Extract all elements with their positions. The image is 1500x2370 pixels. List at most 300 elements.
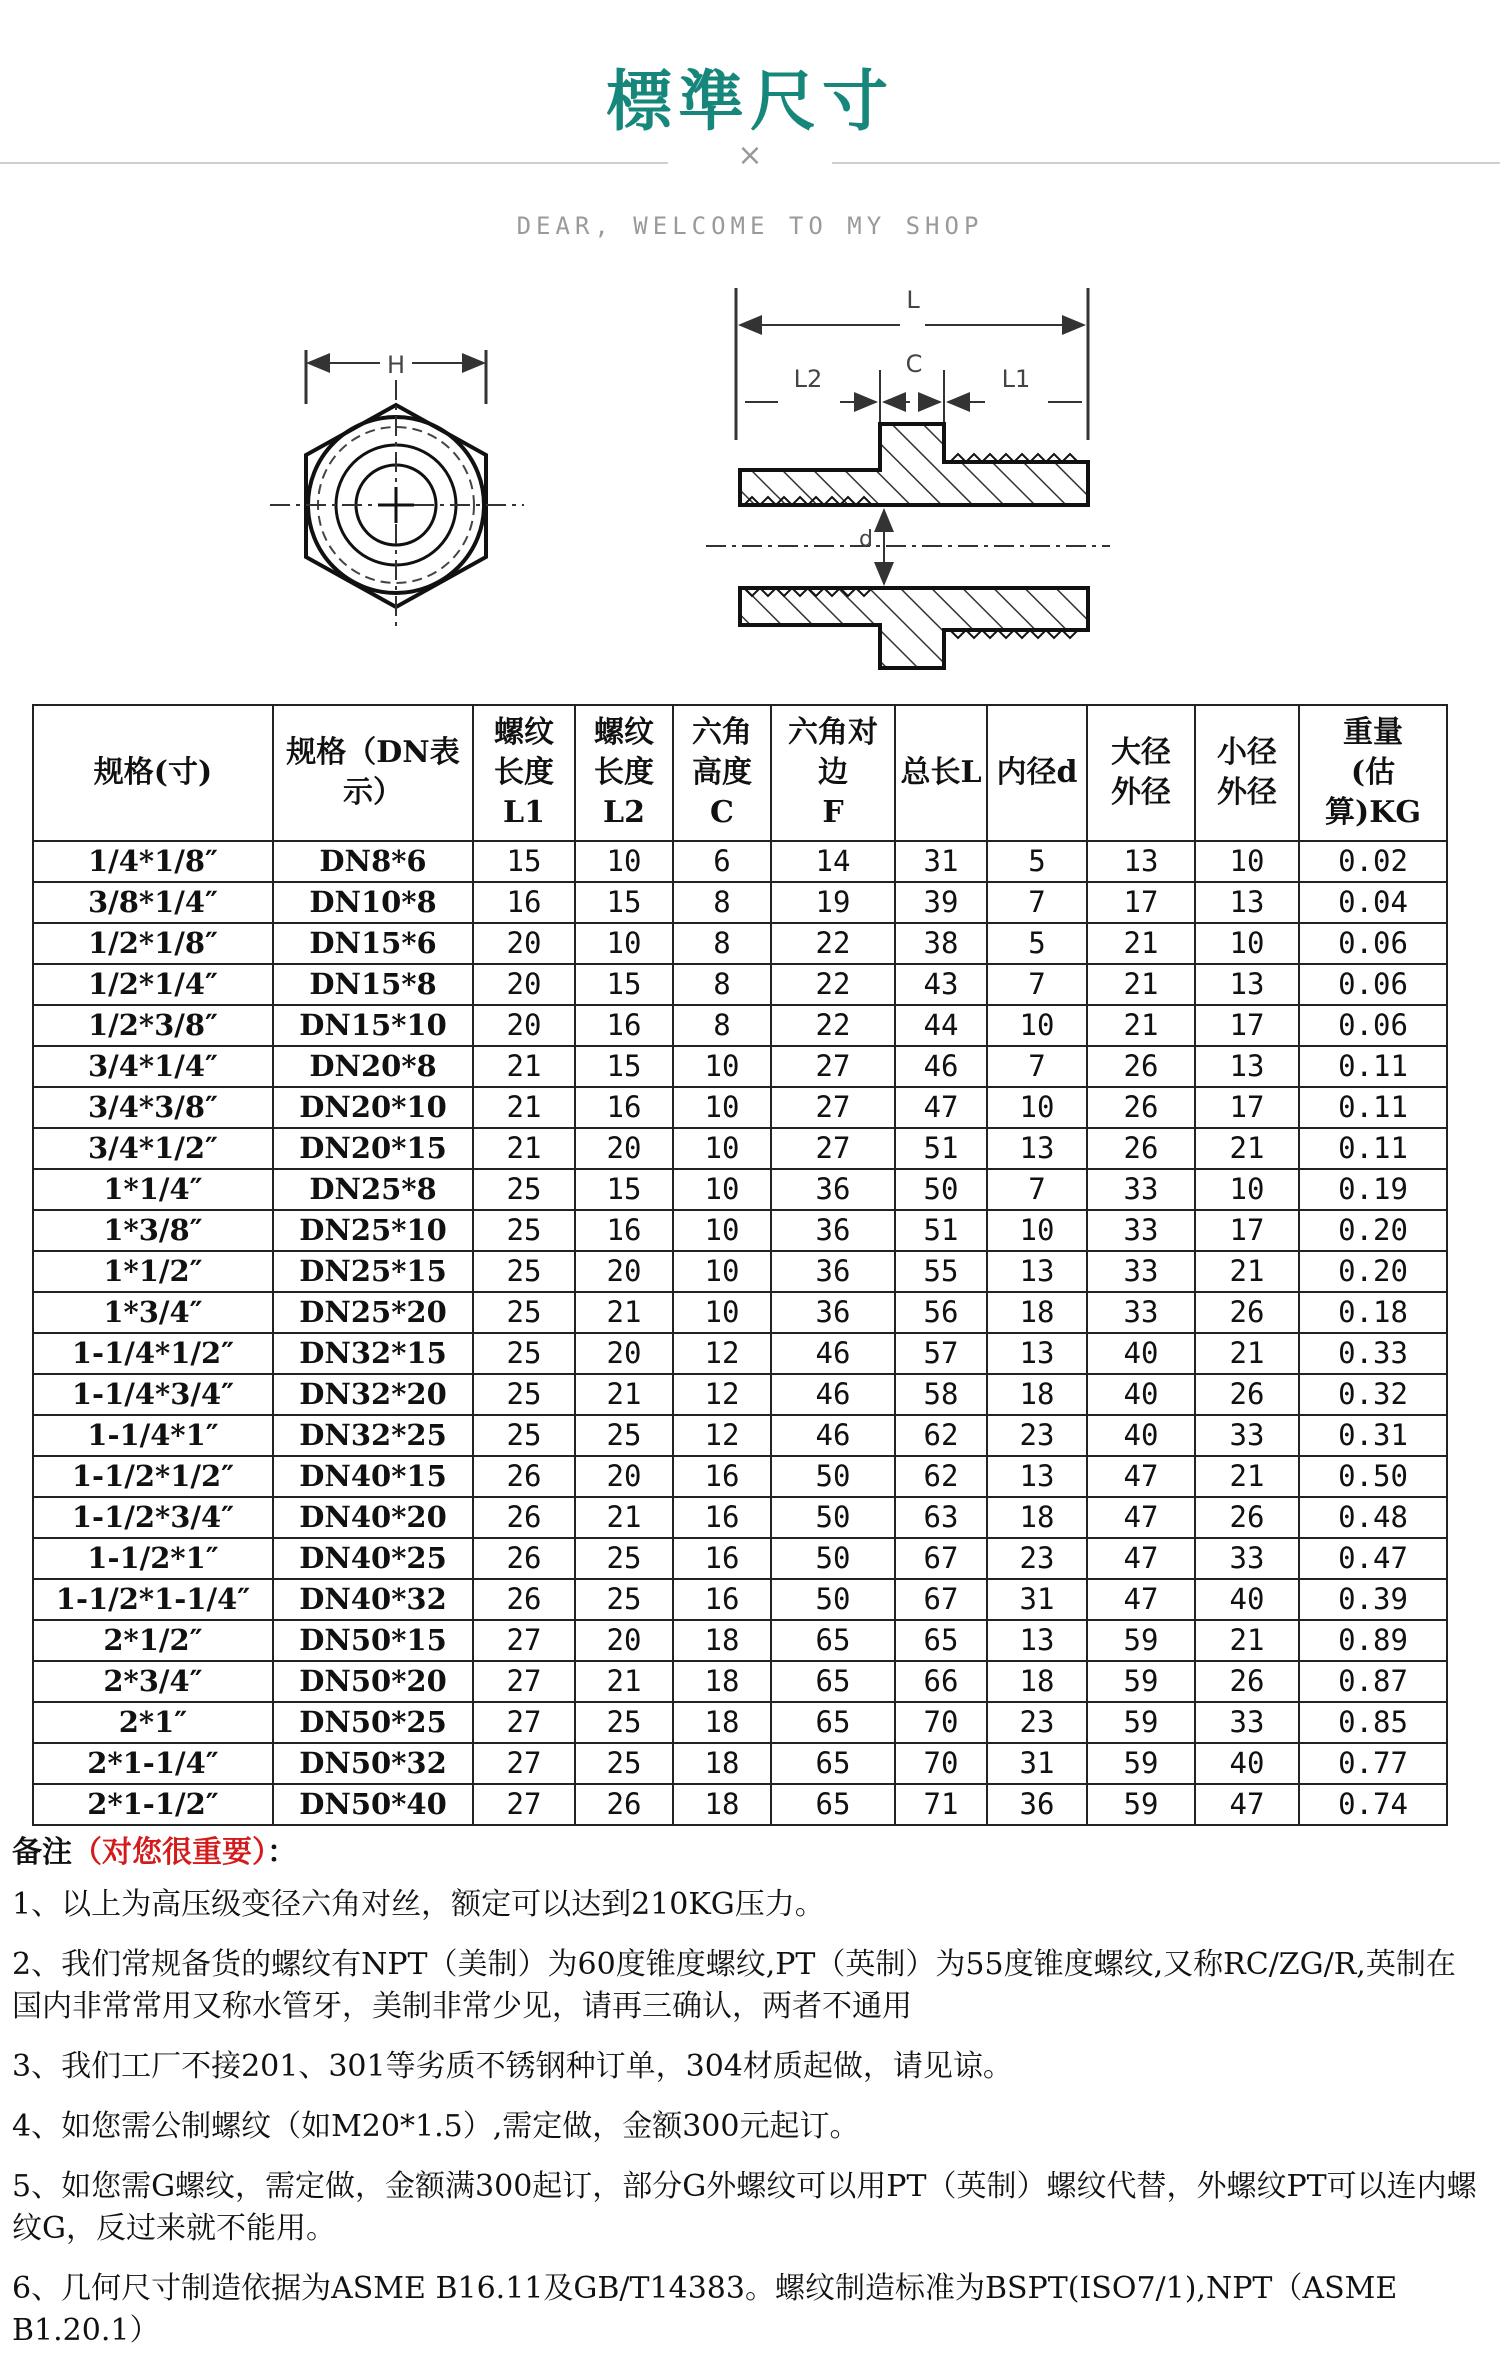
table-cell: 8 (673, 923, 771, 964)
table-cell: 33 (1087, 1210, 1195, 1251)
note-item: 2、我们常规备货的螺纹有NPT（美制）为60度锥度螺纹,PT（英制）为55度锥度螺纹,又称RC/ZG/R,英制在国内非常常用又称水管牙，美制非常少见，请再三确认，两者不通用 (12, 1947, 1456, 2024)
table-cell: 25 (575, 1702, 673, 1743)
table-cell: 21 (473, 1087, 575, 1128)
column-header (575, 705, 673, 841)
table-header-row (33, 705, 1447, 841)
table-cell: 1*3/4″ (33, 1292, 273, 1333)
column-header-line: 长度 (594, 755, 654, 790)
table-cell: 16 (673, 1497, 771, 1538)
table-cell: 22 (771, 1005, 895, 1046)
table-cell: 10 (673, 1210, 771, 1251)
column-header-line: L2 (603, 795, 645, 830)
table-cell: 0.18 (1299, 1292, 1447, 1333)
label-d: d (859, 527, 873, 552)
table-cell: 59 (1087, 1784, 1195, 1825)
table-cell: DN40*15 (273, 1456, 473, 1497)
table-cell: 26 (1195, 1497, 1299, 1538)
table-cell: 6 (673, 841, 771, 882)
table-cell: 36 (771, 1210, 895, 1251)
table-cell: 47 (895, 1087, 987, 1128)
table-cell: 56 (895, 1292, 987, 1333)
table-cell: 20 (473, 923, 575, 964)
table-cell: 27 (473, 1784, 575, 1825)
table-cell: 14 (771, 841, 895, 882)
table-cell: 1*1/2″ (33, 1251, 273, 1292)
table-cell: 26 (1087, 1046, 1195, 1087)
table-cell: 18 (987, 1374, 1087, 1415)
table-cell: DN32*20 (273, 1374, 473, 1415)
table-cell: 21 (1087, 964, 1195, 1005)
table-cell: 13 (987, 1620, 1087, 1661)
table-cell: 8 (673, 882, 771, 923)
table-row (33, 1251, 1447, 1292)
note-item: 4、如您需公制螺纹（如M20*1.5）,需定做，金额300元起订。 (12, 2109, 860, 2144)
table-row (33, 1169, 1447, 1210)
table-cell: 58 (895, 1374, 987, 1415)
table-cell: 12 (673, 1333, 771, 1374)
notes-heading-suffix: ： (267, 1835, 297, 1870)
table-cell: 47 (1087, 1456, 1195, 1497)
table-cell: 0.02 (1299, 841, 1447, 882)
table-cell: 0.85 (1299, 1702, 1447, 1743)
table-cell: 0.32 (1299, 1374, 1447, 1415)
table-cell: DN50*40 (273, 1784, 473, 1825)
table-cell: DN20*10 (273, 1087, 473, 1128)
table-row (33, 1128, 1447, 1169)
table-cell: 2*3/4″ (33, 1661, 273, 1702)
table-cell: 25 (575, 1415, 673, 1456)
table-cell: 43 (895, 964, 987, 1005)
table-cell: 33 (1195, 1538, 1299, 1579)
table-cell: 10 (673, 1292, 771, 1333)
table-cell: 1-1/4*3/4″ (33, 1374, 273, 1415)
table-cell: 51 (895, 1210, 987, 1251)
table-cell: 10 (673, 1128, 771, 1169)
note-item: 1、以上为高压级变径六角对丝，额定可以达到210KG压力。 (12, 1887, 825, 1922)
table-cell: 65 (771, 1743, 895, 1784)
table-cell: 44 (895, 1005, 987, 1046)
table-row (33, 1620, 1447, 1661)
table-cell: 20 (575, 1251, 673, 1292)
table-cell: 36 (771, 1169, 895, 1210)
table-cell: 46 (895, 1046, 987, 1087)
table-cell: 39 (895, 882, 987, 923)
table-cell: 1-1/2*1/2″ (33, 1456, 273, 1497)
hex-end-view (270, 350, 524, 630)
table-cell: 7 (987, 964, 1087, 1005)
table-cell: 26 (473, 1538, 575, 1579)
table-cell: DN25*8 (273, 1169, 473, 1210)
table-cell: 18 (987, 1292, 1087, 1333)
column-header (1195, 705, 1299, 841)
notes-list (12, 1884, 1482, 2352)
column-header-line: 六角对 (788, 715, 878, 750)
column-header-line: 小径 (1217, 735, 1277, 770)
table-row (33, 1702, 1447, 1743)
table-cell: DN50*32 (273, 1743, 473, 1784)
table-cell: 27 (473, 1620, 575, 1661)
column-header (273, 705, 473, 841)
table-cell: 0.06 (1299, 1005, 1447, 1046)
table-cell: 2*1-1/2″ (33, 1784, 273, 1825)
column-header-line: 长度 (494, 755, 554, 790)
table-cell: 16 (575, 1087, 673, 1128)
table-cell: DN40*25 (273, 1538, 473, 1579)
table-cell: 10 (673, 1046, 771, 1087)
table-cell: 1-1/2*1″ (33, 1538, 273, 1579)
table-cell: 31 (987, 1579, 1087, 1620)
table-cell: 1-1/2*3/4″ (33, 1497, 273, 1538)
table-cell: DN15*10 (273, 1005, 473, 1046)
table-cell: 26 (1195, 1292, 1299, 1333)
table-row (33, 923, 1447, 964)
column-header-line: 螺纹 (494, 715, 554, 750)
table-cell: DN40*32 (273, 1579, 473, 1620)
table-cell: 26 (1195, 1661, 1299, 1702)
table-cell: 20 (575, 1620, 673, 1661)
table-cell: 2*1″ (33, 1702, 273, 1743)
table-cell: 7 (987, 882, 1087, 923)
table-cell: 0.48 (1299, 1497, 1447, 1538)
table-cell: 17 (1087, 882, 1195, 923)
column-header-line: 重量 (1343, 715, 1403, 750)
table-cell: 65 (771, 1702, 895, 1743)
table-cell: 16 (473, 882, 575, 923)
column-header-line: 边 (818, 755, 848, 790)
table-cell: 33 (1087, 1292, 1195, 1333)
notes-heading (12, 1832, 1482, 1874)
column-header-line: 总长L (900, 755, 982, 790)
table-cell: 3/4*1/4″ (33, 1046, 273, 1087)
table-cell: 0.89 (1299, 1620, 1447, 1661)
table-row (33, 1087, 1447, 1128)
column-header-line: 外径 (1111, 775, 1171, 810)
table-cell: DN10*8 (273, 882, 473, 923)
column-header-line: L1 (503, 795, 545, 830)
table-cell: 1/2*1/8″ (33, 923, 273, 964)
table-cell: 22 (771, 923, 895, 964)
column-header-line: 规格（DN表 (286, 735, 460, 770)
table-cell: 26 (473, 1497, 575, 1538)
table-row (33, 1292, 1447, 1333)
table-row (33, 1456, 1447, 1497)
table-cell: 0.39 (1299, 1579, 1447, 1620)
section-view (706, 286, 1110, 668)
table-row (33, 1005, 1447, 1046)
table-cell: 26 (473, 1579, 575, 1620)
table-cell: 47 (1087, 1538, 1195, 1579)
table-cell: 59 (1087, 1702, 1195, 1743)
table-cell: 0.74 (1299, 1784, 1447, 1825)
table-cell: 59 (1087, 1743, 1195, 1784)
table-cell: 40 (1087, 1415, 1195, 1456)
table-cell: 8 (673, 964, 771, 1005)
table-cell: 10 (575, 841, 673, 882)
divider-close-icon: × (737, 138, 763, 173)
table-cell: 16 (673, 1456, 771, 1497)
table-cell: 0.19 (1299, 1169, 1447, 1210)
label-l: L (906, 286, 920, 314)
table-cell: 18 (987, 1661, 1087, 1702)
table-cell: 12 (673, 1374, 771, 1415)
table-cell: 26 (575, 1784, 673, 1825)
table-cell: 18 (673, 1743, 771, 1784)
table-row (33, 1743, 1447, 1784)
table-cell: 16 (575, 1210, 673, 1251)
table-cell: 70 (895, 1702, 987, 1743)
table-body (33, 841, 1447, 1825)
table-cell: 59 (1087, 1661, 1195, 1702)
table-cell: 1-1/2*1-1/4″ (33, 1579, 273, 1620)
table-cell: 21 (575, 1497, 673, 1538)
table-cell: 66 (895, 1661, 987, 1702)
table-cell: 13 (987, 1251, 1087, 1292)
table-cell: 21 (1087, 923, 1195, 964)
table-cell: 50 (771, 1456, 895, 1497)
table-row (33, 1579, 1447, 1620)
table-cell: 21 (575, 1374, 673, 1415)
table-cell: 59 (1087, 1620, 1195, 1661)
table-cell: 40 (1087, 1374, 1195, 1415)
column-header (771, 705, 895, 841)
table-cell: 10 (673, 1169, 771, 1210)
table-row (33, 841, 1447, 882)
table-cell: 13 (987, 1128, 1087, 1169)
table-cell: 0.47 (1299, 1538, 1447, 1579)
table-cell: 13 (987, 1456, 1087, 1497)
column-header-line: 螺纹 (594, 715, 654, 750)
table-cell: 16 (673, 1538, 771, 1579)
table-cell: 38 (895, 923, 987, 964)
table-cell: 51 (895, 1128, 987, 1169)
table-cell: 10 (987, 1005, 1087, 1046)
table-cell: 13 (1087, 841, 1195, 882)
table-cell: DN50*25 (273, 1702, 473, 1743)
table-cell: DN32*15 (273, 1333, 473, 1374)
table-cell: 0.33 (1299, 1333, 1447, 1374)
table-cell: 65 (771, 1620, 895, 1661)
column-header-line: 算)KG (1325, 795, 1421, 830)
table-cell: 13 (1195, 964, 1299, 1005)
table-cell: 46 (771, 1374, 895, 1415)
table-row (33, 1784, 1447, 1825)
table-cell: DN25*20 (273, 1292, 473, 1333)
table-cell: 1/2*3/8″ (33, 1005, 273, 1046)
table-cell: 26 (1087, 1128, 1195, 1169)
table-cell: 62 (895, 1415, 987, 1456)
column-header-line: 高度 (692, 755, 752, 790)
table-cell: 2*1-1/4″ (33, 1743, 273, 1784)
table-cell: DN15*8 (273, 964, 473, 1005)
column-header (473, 705, 575, 841)
table-cell: 12 (673, 1415, 771, 1456)
table-cell: 36 (987, 1784, 1087, 1825)
column-header-line: 规格(寸) (93, 755, 213, 790)
table-cell: 19 (771, 882, 895, 923)
note-item: 6、几何尺寸制造依据为ASME B16.11及GB/T14383。螺纹制造标准为BSPT(ISO7/1),NPT（ASME B1.20.1） (12, 2271, 1398, 2348)
table-cell: 65 (895, 1620, 987, 1661)
table-row (33, 1333, 1447, 1374)
notes-heading-prefix: 备注 (12, 1835, 72, 1870)
table-cell: 40 (1195, 1579, 1299, 1620)
column-header-line: 外径 (1217, 775, 1277, 810)
column-header-line: 内径d (996, 755, 1078, 790)
table-cell: 0.06 (1299, 964, 1447, 1005)
table-cell: 55 (895, 1251, 987, 1292)
table-cell: 25 (473, 1374, 575, 1415)
table-cell: 25 (473, 1333, 575, 1374)
table-cell: 27 (771, 1046, 895, 1087)
label-h: H (386, 351, 406, 379)
table-cell: 0.50 (1299, 1456, 1447, 1497)
table-cell: 33 (1195, 1702, 1299, 1743)
table-cell: 17 (1195, 1210, 1299, 1251)
column-header-line: 示） (343, 775, 403, 810)
table-cell: 0.11 (1299, 1087, 1447, 1128)
column-header-line: F (822, 795, 844, 830)
table-cell: 33 (1195, 1415, 1299, 1456)
notes-heading-highlight: （对您很重要） (72, 1835, 267, 1870)
table-cell: 50 (771, 1497, 895, 1538)
table-cell: 40 (1195, 1743, 1299, 1784)
table-cell: 26 (473, 1456, 575, 1497)
table-cell: 10 (673, 1251, 771, 1292)
table-row (33, 1046, 1447, 1087)
column-header (987, 705, 1087, 841)
table-cell: 15 (473, 841, 575, 882)
table-cell: 13 (987, 1333, 1087, 1374)
table-cell: 18 (673, 1661, 771, 1702)
column-header-line: (估 (1350, 755, 1396, 790)
table-cell: 21 (1195, 1333, 1299, 1374)
table-cell: 0.11 (1299, 1046, 1447, 1087)
table-cell: 46 (771, 1415, 895, 1456)
table-cell: DN32*25 (273, 1415, 473, 1456)
table-cell: 31 (895, 841, 987, 882)
table-cell: 3/4*1/2″ (33, 1128, 273, 1169)
table-cell: 21 (575, 1661, 673, 1702)
table-cell: 0.20 (1299, 1210, 1447, 1251)
table-cell: 25 (575, 1579, 673, 1620)
table-cell: 1/4*1/8″ (33, 841, 273, 882)
table-cell: 26 (1195, 1374, 1299, 1415)
table-cell: 10 (1195, 841, 1299, 882)
table-row (33, 1210, 1447, 1251)
table-cell: 25 (575, 1743, 673, 1784)
table-cell: DN40*20 (273, 1497, 473, 1538)
table-cell: 23 (987, 1538, 1087, 1579)
table-cell: 23 (987, 1702, 1087, 1743)
table-cell: 8 (673, 1005, 771, 1046)
table-cell: 27 (473, 1743, 575, 1784)
table-cell: 70 (895, 1743, 987, 1784)
table-cell: 47 (1087, 1497, 1195, 1538)
table-cell: 31 (987, 1743, 1087, 1784)
table-cell: 47 (1195, 1784, 1299, 1825)
table-cell: 57 (895, 1333, 987, 1374)
shop-subtitle: DEAR, WELCOME TO MY SHOP (516, 212, 984, 240)
table-cell: 1-1/4*1″ (33, 1415, 273, 1456)
column-header (895, 705, 987, 841)
table-cell: 20 (575, 1128, 673, 1169)
column-header-line: C (710, 795, 734, 830)
table-cell: 10 (575, 923, 673, 964)
table-row (33, 1497, 1447, 1538)
table-cell: 10 (987, 1087, 1087, 1128)
label-l2: L2 (793, 365, 823, 393)
table-cell: 21 (1195, 1620, 1299, 1661)
table-cell: 21 (1195, 1251, 1299, 1292)
table-cell: 10 (1195, 1169, 1299, 1210)
table-cell: 7 (987, 1046, 1087, 1087)
table-cell: 65 (771, 1661, 895, 1702)
column-header (33, 705, 273, 841)
table-cell: 23 (987, 1415, 1087, 1456)
table-cell: 0.77 (1299, 1743, 1447, 1784)
table-cell: 25 (473, 1415, 575, 1456)
table-cell: 21 (473, 1128, 575, 1169)
table-cell: 0.87 (1299, 1661, 1447, 1702)
table-cell: 20 (473, 964, 575, 1005)
table-cell: 15 (575, 1046, 673, 1087)
table-cell: 21 (575, 1292, 673, 1333)
table-cell: 1*1/4″ (33, 1169, 273, 1210)
table-cell: 21 (473, 1046, 575, 1087)
table-cell: 0.31 (1299, 1415, 1447, 1456)
table-cell: 47 (1087, 1579, 1195, 1620)
table-cell: DN50*15 (273, 1620, 473, 1661)
table-cell: 65 (771, 1784, 895, 1825)
table-cell: 33 (1087, 1169, 1195, 1210)
column-header-line: 大径 (1111, 735, 1171, 770)
table-cell: 20 (575, 1456, 673, 1497)
note-item: 5、如您需G螺纹，需定做，金额满300起订，部分G外螺纹可以用PT（英制）螺纹代替，外螺纹PT可以连内螺纹G，反过来就不能用。 (12, 2169, 1477, 2246)
table-row (33, 964, 1447, 1005)
table-cell: 21 (1195, 1128, 1299, 1169)
table-cell: 0.20 (1299, 1251, 1447, 1292)
table-row (33, 1374, 1447, 1415)
table-cell: 27 (771, 1087, 895, 1128)
page-title: 標準尺寸 (606, 62, 894, 140)
table-cell: 21 (1195, 1456, 1299, 1497)
table-cell: 13 (1195, 1046, 1299, 1087)
table-cell: 25 (473, 1169, 575, 1210)
table-cell: 15 (575, 964, 673, 1005)
table-cell: 63 (895, 1497, 987, 1538)
table-cell: 0.04 (1299, 882, 1447, 923)
table-cell: 18 (673, 1702, 771, 1743)
table-cell: 36 (771, 1292, 895, 1333)
table-cell: 5 (987, 923, 1087, 964)
fitting-drawing (0, 270, 1500, 690)
table-cell: 0.11 (1299, 1128, 1447, 1169)
table-cell: 18 (673, 1620, 771, 1661)
table-cell: 3/8*1/4″ (33, 882, 273, 923)
table-cell: 26 (1087, 1087, 1195, 1128)
table-cell: DN15*6 (273, 923, 473, 964)
table-cell: 1-1/4*1/2″ (33, 1333, 273, 1374)
table-cell: 1/2*1/4″ (33, 964, 273, 1005)
table-cell: 17 (1195, 1005, 1299, 1046)
table-cell: 15 (575, 882, 673, 923)
table-cell: 20 (473, 1005, 575, 1046)
table-cell: 7 (987, 1169, 1087, 1210)
table-cell: 50 (771, 1538, 895, 1579)
table-cell: 16 (575, 1005, 673, 1046)
table-cell: 27 (473, 1702, 575, 1743)
table-cell: 18 (987, 1497, 1087, 1538)
table-cell: DN50*20 (273, 1661, 473, 1702)
